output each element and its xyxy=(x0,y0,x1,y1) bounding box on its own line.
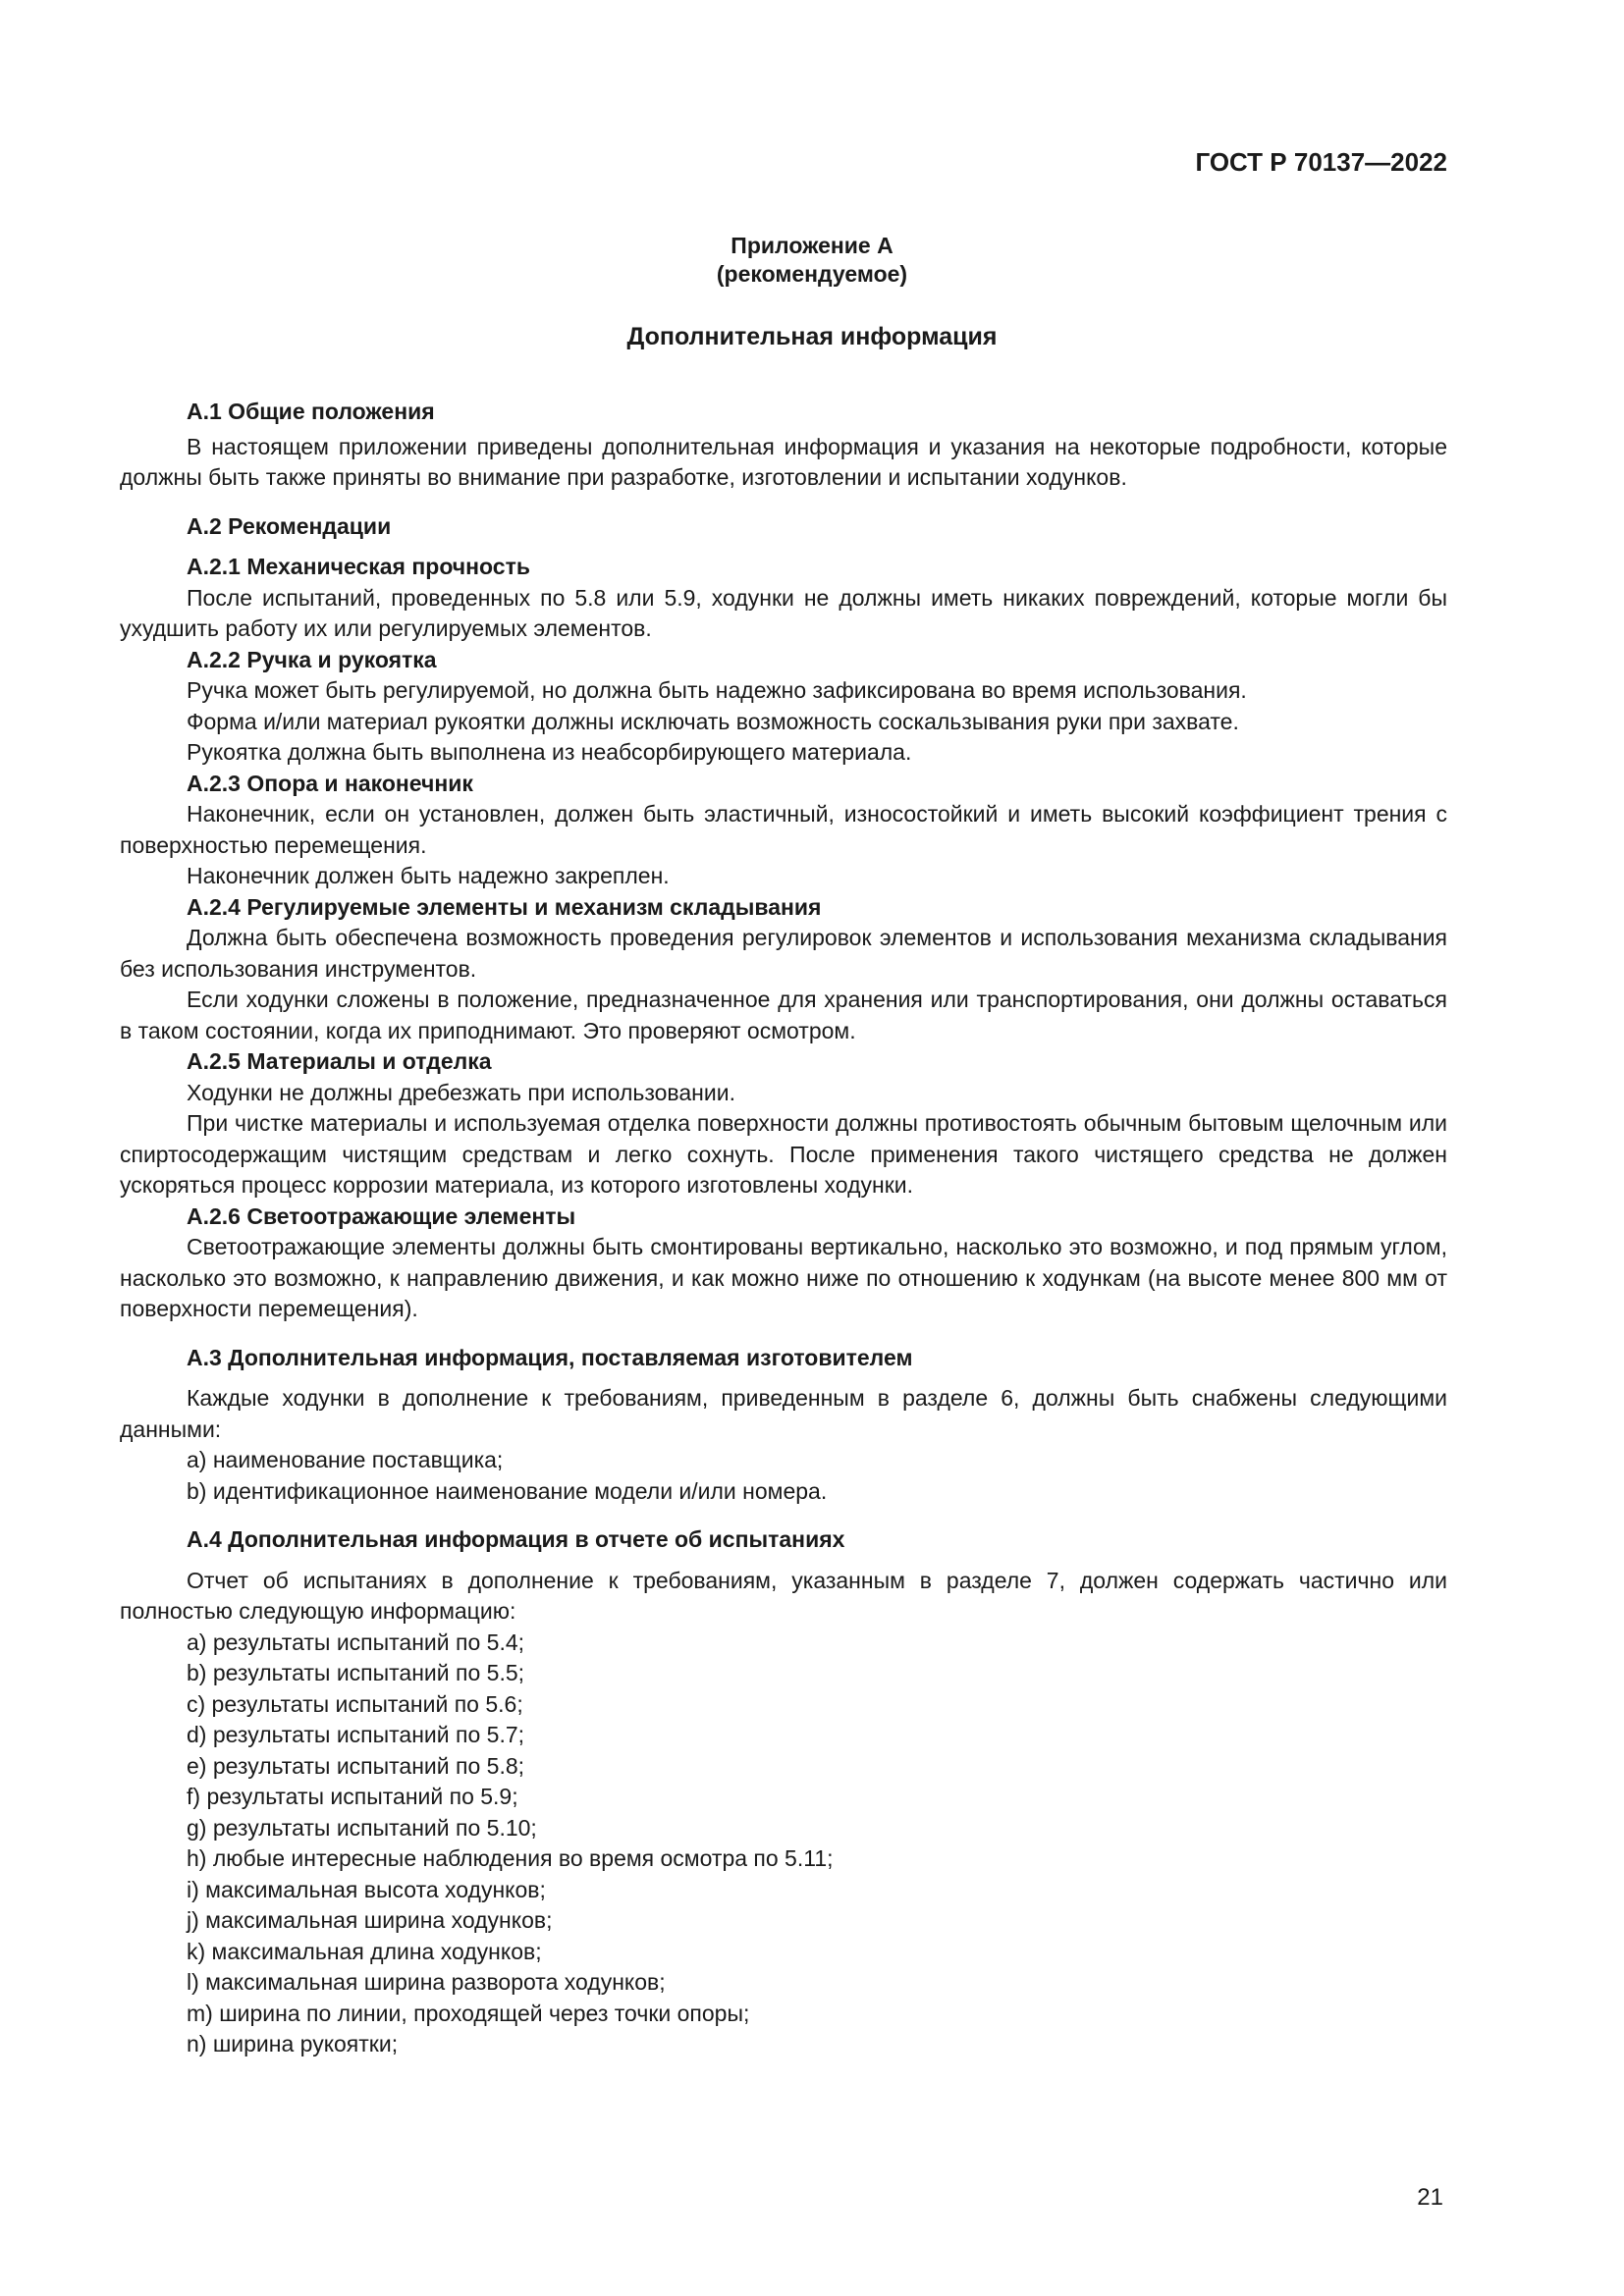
list-item: m) ширина по линии, проходящей через точки опоры; xyxy=(187,2000,750,2026)
list-item: a) результаты испытаний по 5.4; xyxy=(187,1629,525,1655)
list-item: d) результаты испытаний по 5.7; xyxy=(187,1722,525,1747)
list-item: j) максимальная ширина ходунков; xyxy=(187,1907,553,1933)
test-report-list xyxy=(120,1628,1447,2060)
paragraph: Светоотражающие элементы должны быть смонтированы вертикально, насколько это возможно, и под прямым углом, насколько это возможно, к направлению движения, и как можно ниже по отношению к ходункам (на высоте менее 800 мм от поверхности перемещения). xyxy=(120,1234,1447,1321)
list-item: e) результаты испытаний по 5.8; xyxy=(187,1752,525,1779)
page-number: 21 xyxy=(1417,2184,1443,2211)
supplier-info-list xyxy=(120,1445,1447,1507)
list-item: h) любые интересные наблюдения во время осмотра по 5.11; xyxy=(187,1845,834,1871)
list-item: f) результаты испытаний по 5.9; xyxy=(187,1784,518,1809)
list-item: b) результаты испытаний по 5.5; xyxy=(187,1660,525,1685)
paragraph: Рукоятка должна быть выполнена из неабсорбирующего материала. xyxy=(187,739,912,765)
paragraph: После испытаний, проведенных по 5.8 или 5.9, ходунки не должны иметь никаких повреждений, которые могли бы ухудшить работу их или регулируемых элементов. xyxy=(120,584,1447,641)
subsection-heading-a26: А.2.6 Светоотражающие элементы xyxy=(187,1202,576,1229)
appendix-subtitle: (рекомендуемое) xyxy=(716,261,908,287)
subsection-heading-a23: А.2.3 Опора и наконечник xyxy=(187,770,473,796)
list-item: n) ширина рукоятки; xyxy=(187,2031,399,2056)
section-heading-a4: А.4 Дополнительная информация в отчете об испытаниях xyxy=(187,1526,845,1552)
paragraph: Ходунки не должны дребезжать при использовании. xyxy=(187,1079,735,1105)
list-item: k) максимальная длина ходунков; xyxy=(187,1938,542,1964)
paragraph: Наконечник, если он установлен, должен быть эластичный, износостойкий и иметь высокий коэффициент трения с поверхностью перемещения. xyxy=(120,801,1447,858)
subsection-heading-a22: А.2.2 Ручка и рукоятка xyxy=(187,646,437,672)
list-item: a) наименование поставщика; xyxy=(187,1447,504,1472)
list-item: i) максимальная высота ходунков; xyxy=(187,1876,546,1902)
paragraph: Каждые ходунки в дополнение к требованиям, приведенным в разделе 6, должны быть снабжены следующими данными: xyxy=(120,1385,1447,1442)
list-item: b) идентификационное наименование модели и/или номера. xyxy=(187,1477,828,1504)
paragraph: Отчет об испытаниях в дополнение к требованиям, указанным в разделе 7, должен содержать частично или полностью следующую информацию: xyxy=(120,1567,1447,1624)
document-body xyxy=(120,397,1447,2060)
subsection-heading-a21: А.2.1 Механическая прочность xyxy=(187,554,530,579)
paragraph: Наконечник должен быть надежно закреплен. xyxy=(187,863,670,888)
list-item: l) максимальная ширина разворота ходунков; xyxy=(187,1969,666,1995)
section-heading-a2: А.2 Рекомендации xyxy=(187,512,392,539)
standard-number: ГОСТ Р 70137—2022 xyxy=(1195,147,1447,177)
appendix-title: Приложение А xyxy=(731,233,893,258)
paragraph: Форма и/или материал рукоятки должны исключать возможность соскальзывания руки при захвате. xyxy=(187,708,1239,734)
subsection-heading-a24: А.2.4 Регулируемые элементы и механизм складывания xyxy=(187,893,822,920)
appendix-heading: Дополнительная информация xyxy=(626,323,998,350)
paragraph: Если ходунки сложены в положение, предназначенное для хранения или транспортирования, они должны оставаться в таком состоянии, когда их приподнимают. Это проверяют осмотром. xyxy=(120,987,1447,1043)
list-item: c) результаты испытаний по 5.6; xyxy=(187,1690,523,1717)
section-heading-a1: А.1 Общие положения xyxy=(187,399,435,424)
paragraph: Должна быть обеспечена возможность проведения регулировок элементов и использования механизма складывания без использования инструментов. xyxy=(120,925,1447,982)
list-item: g) результаты испытаний по 5.10; xyxy=(187,1814,537,1841)
paragraph: Ручка может быть регулируемой, но должна быть надежно зафиксирована во время использования. xyxy=(187,677,1247,703)
paragraph: При чистке материалы и используемая отделка поверхности должны противостоять обычным бытовым щелочным или спиртосодержащим чистящим средствам и легко сохнуть. После применения такого чистящего средства не должен ускоряться процесс коррозии материала, из которого изготовлены ходунки. xyxy=(120,1110,1447,1198)
subsection-heading-a25: А.2.5 Материалы и отделка xyxy=(187,1048,492,1074)
section-heading-a3: А.3 Дополнительная информация, поставляемая изготовителем xyxy=(187,1344,913,1370)
paragraph: В настоящем приложении приведены дополнительная информация и указания на некоторые подробности, которые должны быть также приняты во внимание при разработке, изготовлении и испытании ходунков. xyxy=(120,433,1447,490)
